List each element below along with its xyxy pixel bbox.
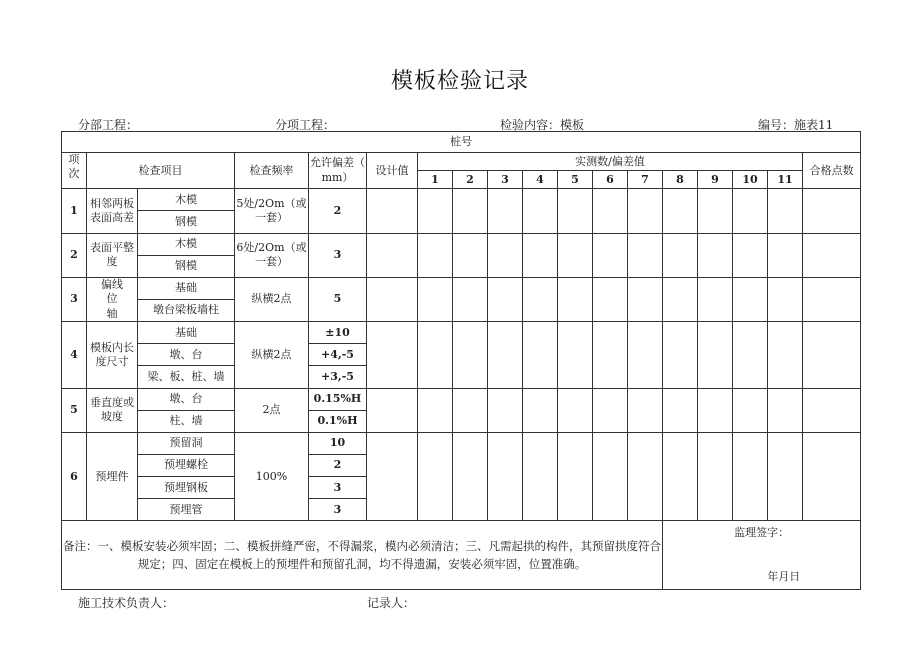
measure-cell[interactable] [418,277,453,321]
pass-count-cell[interactable] [803,189,861,233]
pass-count-header: 合格点数 [803,153,861,189]
item-number: 5 [62,388,87,432]
measure-cell[interactable] [558,277,593,321]
sub-item: 墩、台 [138,344,235,366]
check-frequency-header: 检查频率 [235,153,309,189]
tolerance-value: +4,-5 [309,344,367,366]
measure-cell[interactable] [488,388,523,432]
measure-col-3-header: 3 [488,171,523,189]
sub-item: 梁、板、桩、墙 [138,366,235,388]
item-number: 2 [62,233,87,277]
measure-cell[interactable] [558,432,593,521]
measure-cell[interactable] [768,233,803,277]
item-number: 6 [62,432,87,521]
measure-cell[interactable] [663,432,698,521]
measure-cell[interactable] [698,322,733,388]
remarks-text: 备注：一、模板安装必须牢固；二、模板拼缝严密，不得漏浆，模内必须清洁；三、凡需起拱的构件，其预留拱度符合规定；四、固定在模板上的预埋件和预留孔洞，均不得遗漏，安装必须牢固，位置准确。 [63,539,661,572]
sub-item: 钢模 [138,255,235,277]
measure-col-5-header: 5 [558,171,593,189]
measure-cell[interactable] [488,432,523,521]
measure-cell[interactable] [488,322,523,388]
pass-count-cell[interactable] [803,322,861,388]
measure-cell[interactable] [768,388,803,432]
measure-cell[interactable] [593,388,628,432]
table-row [62,322,861,344]
item-name: 垂直度或坡度 [87,388,138,432]
measure-col-9-header: 9 [698,171,733,189]
design-value-cell[interactable] [367,322,418,388]
measure-cell[interactable] [453,233,488,277]
measure-cell[interactable] [523,322,558,388]
inspection-content-label: 检验内容：模板 [500,118,585,132]
tolerance-value: 2 [309,455,367,477]
signature-block [663,526,860,584]
subdivision-label: 分项工程： [275,118,336,132]
sub-item: 预埋钢板 [138,477,235,499]
item-name: 表面平整度 [87,233,138,277]
item-name: 相邻两板表面高差 [87,189,138,233]
check-frequency: 5处/2Om（或一套） [235,189,309,233]
measure-cell[interactable] [523,432,558,521]
measure-cell[interactable] [418,432,453,521]
measure-cell[interactable] [523,189,558,233]
sub-item: 柱、墙 [138,410,235,432]
measure-cell[interactable] [593,189,628,233]
measure-cell[interactable] [768,277,803,321]
check-frequency: 100% [235,432,309,521]
measure-cell[interactable] [523,277,558,321]
table-row [62,388,861,410]
tolerance-value: 10 [309,432,367,454]
check-frequency: 纵横2点 [235,322,309,388]
sub-item: 木模 [138,233,235,255]
form-number-label: 编号：施表11 [758,118,834,132]
table-row [62,432,861,454]
measure-col-6-header: 6 [593,171,628,189]
supervisor-signature-cell[interactable] [663,521,861,590]
measure-cell[interactable] [628,189,663,233]
measure-cell[interactable] [628,233,663,277]
measure-cell[interactable] [488,233,523,277]
measure-cell[interactable] [733,388,768,432]
measure-cell[interactable] [418,189,453,233]
pass-count-cell[interactable] [803,277,861,321]
item-name: 预埋件 [87,432,138,521]
measured-values-header: 实测数/偏差值 [418,153,803,171]
check-frequency: 纵横2点 [235,277,309,321]
measure-cell[interactable] [628,388,663,432]
tolerance-value: 2 [309,189,367,233]
measure-cell[interactable] [593,233,628,277]
supervisor-label: 监理签字： [734,526,790,540]
tech-lead-label: 施工技术负责人： [78,596,175,610]
design-value-cell[interactable] [367,189,418,233]
pass-count-cell[interactable] [803,388,861,432]
measure-cell[interactable] [663,277,698,321]
pile-number-label: 桩号 [62,132,861,153]
tolerance-value: ±10 [309,322,367,344]
measure-cell[interactable] [593,322,628,388]
measure-cell[interactable] [488,189,523,233]
table-row [62,189,861,211]
pass-count-cell[interactable] [803,432,861,521]
tolerance-value: 3 [309,477,367,499]
sub-item: 预埋螺栓 [138,455,235,477]
measure-cell[interactable] [733,322,768,388]
recorder-label: 记录人： [367,596,416,610]
sub-item: 钢模 [138,211,235,233]
design-value-header: 设计值 [367,153,418,189]
measure-cell[interactable] [663,388,698,432]
check-frequency: 6处/2Om（或一套） [235,233,309,277]
measure-cell[interactable] [453,189,488,233]
measure-cell[interactable] [698,233,733,277]
measure-col-2-header: 2 [453,171,488,189]
measure-cell[interactable] [628,277,663,321]
measure-cell[interactable] [628,322,663,388]
measure-col-7-header: 7 [628,171,663,189]
measure-cell[interactable] [593,432,628,521]
sub-item: 基础 [138,277,235,299]
measure-col-10-header: 10 [733,171,768,189]
measure-cell[interactable] [628,432,663,521]
measure-cell[interactable] [663,322,698,388]
tolerance-value: 3 [309,233,367,277]
tolerance-value: 5 [309,277,367,321]
measure-cell[interactable] [418,322,453,388]
measure-cell[interactable] [698,388,733,432]
tolerance-value: 3 [309,499,367,521]
table-row [62,233,861,255]
remarks-cell [62,521,663,590]
measure-cell[interactable] [418,388,453,432]
check-frequency: 2点 [235,388,309,432]
division-label: 分部工程： [78,118,139,132]
measure-cell[interactable] [418,233,453,277]
sub-item: 墩、台 [138,388,235,410]
measure-col-11-header: 11 [768,171,803,189]
measure-cell[interactable] [733,432,768,521]
measure-cell[interactable] [558,189,593,233]
measure-cell[interactable] [453,322,488,388]
table-row [62,277,861,299]
document-title: 模板检验记录 [390,69,529,94]
measure-cell[interactable] [698,277,733,321]
design-value-cell[interactable] [367,388,418,432]
sub-item: 预留洞 [138,432,235,454]
measure-cell[interactable] [733,233,768,277]
tolerance-value: +3,-5 [309,366,367,388]
measure-col-8-header: 8 [663,171,698,189]
design-value-cell[interactable] [367,432,418,521]
measure-cell[interactable] [523,233,558,277]
measure-cell[interactable] [593,277,628,321]
sub-item: 墩台梁板墙柱 [138,300,235,322]
measure-cell[interactable] [453,432,488,521]
measure-cell[interactable] [768,189,803,233]
date-label: 年月日 [767,569,801,583]
measure-cell[interactable] [698,189,733,233]
tolerance-value: 0.15%H [309,388,367,410]
measure-cell[interactable] [558,233,593,277]
measure-cell[interactable] [768,322,803,388]
item-name: 模板内长度尺寸 [87,322,138,388]
measure-cell[interactable] [453,388,488,432]
check-item-header: 检查项目 [87,153,235,189]
item-number: 3 [62,277,87,321]
measure-cell[interactable] [488,277,523,321]
item-name: 偏线 位 轴 [87,277,138,321]
sub-item: 预埋管 [138,499,235,521]
measure-cell[interactable] [558,322,593,388]
inspection-table [61,131,861,590]
measure-cell[interactable] [768,432,803,521]
sub-item: 基础 [138,322,235,344]
tolerance-value: 0.1%H [309,410,367,432]
item-number: 4 [62,322,87,388]
measure-cell[interactable] [523,388,558,432]
pass-count-cell[interactable] [803,233,861,277]
measure-col-1-header: 1 [418,171,453,189]
measure-cell[interactable] [558,388,593,432]
measure-cell[interactable] [733,277,768,321]
measure-cell[interactable] [733,189,768,233]
measure-col-4-header: 4 [523,171,558,189]
item-number: 1 [62,189,87,233]
measure-cell[interactable] [663,233,698,277]
design-value-cell[interactable] [367,277,418,321]
tolerance-header: 允许偏差（ mm） [309,153,367,189]
measure-cell[interactable] [698,432,733,521]
seq-header: 项 次 [62,153,87,189]
sub-item: 木模 [138,189,235,211]
measure-cell[interactable] [663,189,698,233]
measure-cell[interactable] [453,277,488,321]
design-value-cell[interactable] [367,233,418,277]
